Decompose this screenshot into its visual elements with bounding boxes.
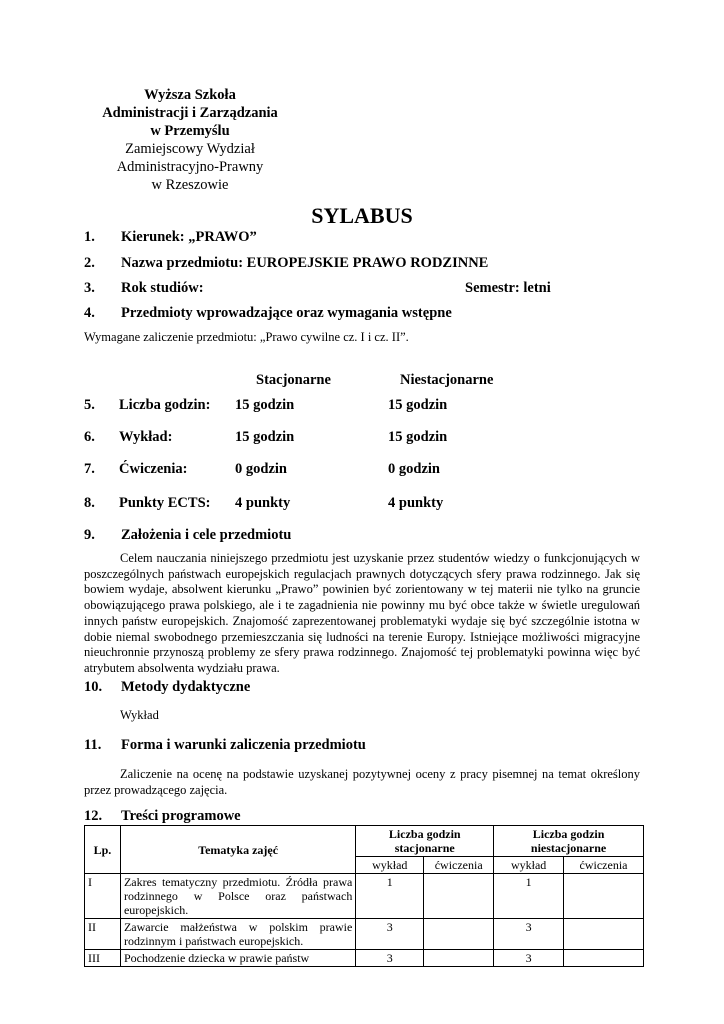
- prerequisite-note: Wymagane zaliczenie przedmiotu: „Prawo cywilne cz. I i cz. II”.: [84, 330, 409, 344]
- section-number: 7.: [84, 461, 95, 477]
- section-number: 5.: [84, 397, 95, 413]
- hours-niestacjonarne: 4 punkty: [388, 495, 444, 511]
- column-header-topic: Tematyka zajęć: [120, 826, 355, 874]
- header-line: Wyższa Szkoła: [144, 87, 236, 103]
- header-line: Administracji i Zarządzania: [102, 105, 278, 121]
- section-number: 2.: [84, 255, 95, 271]
- assessment-paragraph: Zaliczenie na ocenę na podstawie uzyskanej pozytywnej oceny z pracy pisemnej na temat określony przez prowadzącego zajęcia.: [84, 767, 640, 797]
- section-heading: Rok studiów:: [121, 280, 204, 296]
- cell-topic: Zawarcie małżeństwa w polskim prawie rodzinnym i państwach europejskich.: [120, 919, 355, 950]
- column-header-hours-stacjonarne: Liczba godzin stacjonarne: [356, 826, 494, 857]
- section-heading: Metody dydaktyczne: [121, 679, 251, 695]
- hours-label: Liczba godzin:: [119, 397, 211, 413]
- column-header-cwiczenia: ćwiczenia: [424, 857, 494, 874]
- section-heading: Nazwa przedmiotu: EUROPEJSKIE PRAWO RODZINNE: [121, 255, 489, 271]
- section-number: 10.: [84, 679, 103, 695]
- section-heading: Kierunek: „PRAWO”: [121, 229, 257, 245]
- cell-st-cwiczenia: [424, 919, 494, 950]
- cell-st-wyklad: 1: [356, 874, 424, 919]
- section-number: 11.: [84, 737, 102, 753]
- hours-stacjonarne: 4 punkty: [235, 495, 291, 511]
- cell-lp: II: [85, 919, 121, 950]
- hours-stacjonarne: 15 godzin: [235, 397, 295, 413]
- column-header-wyklad: wykład: [356, 857, 424, 874]
- header-line: Zamiejscowy Wydział: [125, 141, 255, 157]
- cell-topic: Pochodzenie dziecka w prawie państw: [120, 950, 355, 967]
- section-heading: Treści programowe: [121, 808, 241, 824]
- cell-st-wyklad: 3: [356, 919, 424, 950]
- cell-st-cwiczenia: [424, 950, 494, 967]
- column-header-wyklad: wykład: [494, 857, 564, 874]
- header-line: Administracyjno-Prawny: [116, 159, 264, 175]
- cell-topic: Zakres tematyczny przedmiotu. Źródła prawa rodzinnego w Polsce oraz państwach europejskich.: [120, 874, 355, 919]
- cell-st-wyklad: 3: [356, 950, 424, 967]
- column-header-lp: Lp.: [85, 826, 121, 874]
- goals-paragraph: Celem nauczania niniejszego przedmiotu jest uzyskanie przez studentów wiedzy o funkcjonujących w poszczególnych państwach europejskich regulacjach prawnych dotyczących sfery prawa rodzinnego. Jak się bowiem wydaje, absolwent kierunku „Prawo” powinien być zorientowany w tej materii nie tylko na gruncie obowiązującego prawa polskiego, ale i te zagadnienia nie powinny mu być obce także w świetle uregulowań innych państw europejskich. Znajomość zaprezentowanej problematyki wydaje się być szczególnie istotna w dobie niemal swobodnego przemieszczania się ludności na terenie Europy. Istniejące możliwości migracyjne nieuchronnie przynoszą problemy ze sfery prawa rodzinnego. Znajomość tej problematyki powinna więc być atrybutem absolwenta wydziału prawa.: [84, 551, 640, 675]
- column-header-hours-niestacjonarne: Liczba godzin niestacjonarne: [494, 826, 644, 857]
- column-header-cwiczenia: ćwiczenia: [564, 857, 644, 874]
- hours-stacjonarne: 0 godzin: [235, 461, 287, 477]
- hours-niestacjonarne: 0 godzin: [388, 461, 440, 477]
- section-number: 3.: [84, 280, 95, 296]
- hours-niestacjonarne: 15 godzin: [388, 397, 448, 413]
- section-number: 8.: [84, 495, 95, 511]
- header-line: w Przemyślu: [150, 123, 230, 139]
- cell-nst-wyklad: 1: [494, 874, 564, 919]
- semester-label: Semestr: letni: [465, 280, 551, 296]
- program-table: [84, 825, 644, 967]
- cell-lp: III: [85, 950, 121, 967]
- section-heading: Założenia i cele przedmiotu: [121, 527, 292, 543]
- table-header-row: [85, 826, 644, 857]
- section-number: 12.: [84, 808, 103, 824]
- cell-st-cwiczenia: [424, 874, 494, 919]
- cell-nst-wyklad: 3: [494, 919, 564, 950]
- hours-label: Wykład:: [119, 429, 173, 445]
- section-number: 4.: [84, 305, 95, 321]
- table-row: [85, 874, 644, 919]
- section-heading: Forma i warunki zaliczenia przedmiotu: [121, 737, 366, 753]
- section-number: 6.: [84, 429, 95, 445]
- methods-text: Wykład: [120, 708, 159, 722]
- cell-nst-cwiczenia: [564, 950, 644, 967]
- cell-nst-cwiczenia: [564, 919, 644, 950]
- section-number: 1.: [84, 229, 95, 245]
- column-header-niestacjonarne: Niestacjonarne: [400, 372, 494, 388]
- table-row: [85, 950, 644, 967]
- section-heading: Przedmioty wprowadzające oraz wymagania wstępne: [121, 305, 452, 321]
- header-line: w Rzeszowie: [151, 177, 229, 193]
- section-number: 9.: [84, 527, 95, 543]
- hours-label: Ćwiczenia:: [119, 461, 188, 477]
- hours-niestacjonarne: 15 godzin: [388, 429, 448, 445]
- table-row: [85, 919, 644, 950]
- hours-label: Punkty ECTS:: [119, 495, 211, 511]
- hours-stacjonarne: 15 godzin: [235, 429, 295, 445]
- document-title: SYLABUS: [311, 203, 413, 228]
- column-header-stacjonarne: Stacjonarne: [256, 372, 331, 388]
- cell-nst-wyklad: 3: [494, 950, 564, 967]
- cell-lp: I: [85, 874, 121, 919]
- cell-nst-cwiczenia: [564, 874, 644, 919]
- institution-header: [90, 86, 290, 194]
